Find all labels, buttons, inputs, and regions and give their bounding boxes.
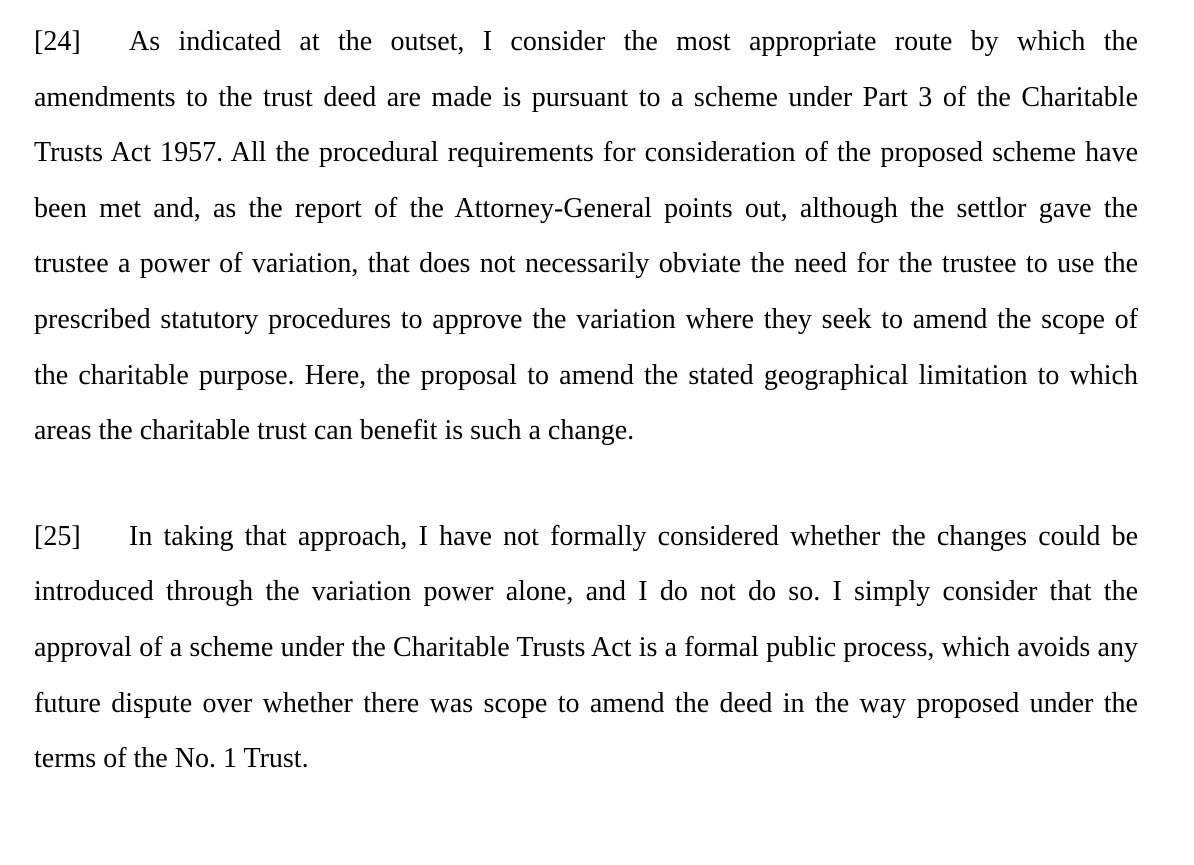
judgment-document xyxy=(34,14,1138,787)
paragraph-25 xyxy=(34,509,1138,787)
paragraph-number: [24] xyxy=(34,26,81,57)
paragraph-24 xyxy=(34,14,1138,459)
paragraph-text: As indicated at the outset, I consider the most appropriate route by which the amendments to the trust deed are made is pursuant to a scheme under Part 3 of the Charitable Trusts Act 1957. All the procedural requirements for consideration of the proposed scheme have been met and, as the report of the Attorney-General points out, although the settlor gave the trustee a power of variation, that does not necessarily obviate the need for the trustee to use the prescribed statutory procedures to approve the variation where they seek to amend the scope of the charitable purpose. Here, the proposal to amend the stated geographical limitation to which areas the charitable trust can benefit is such a change. xyxy=(34,26,1138,447)
paragraph-number: [25] xyxy=(34,520,81,552)
paragraph-text: In taking that approach, I have not formally considered whether the changes could be introduced through the variation power alone, and I do not do so. I simply consider that the approval of a scheme under the Charitable Trusts Act is a formal public process, which avoids any future dispute over whether there was scope to amend the deed in the way proposed under the terms of the No. 1 Trust. xyxy=(34,520,1138,775)
